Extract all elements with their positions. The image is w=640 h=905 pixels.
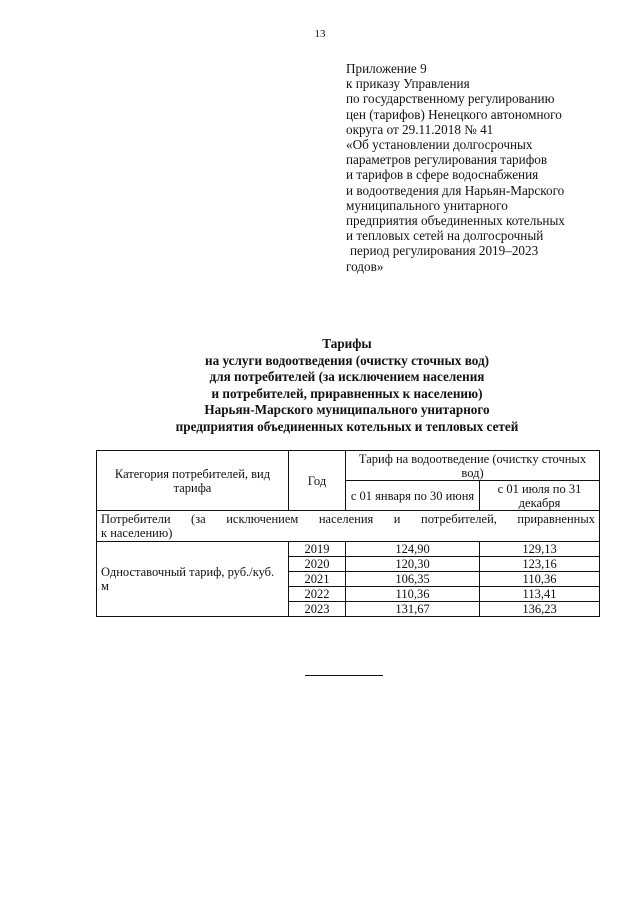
table-row xyxy=(97,542,600,557)
second-half-value: 123,16 xyxy=(480,557,600,572)
first-half-value: 124,90 xyxy=(346,542,480,557)
first-half-value: 106,35 xyxy=(346,572,480,587)
consumers-row xyxy=(97,511,600,542)
table-header-row xyxy=(97,451,600,481)
first-half-value: 120,30 xyxy=(346,557,480,572)
consumers-cell xyxy=(97,511,600,542)
appendix-line: и тепловых сетей на долгосрочный xyxy=(346,228,544,244)
tariff-type-cell: Одноставочный тариф, руб./куб. м xyxy=(97,542,289,617)
appendix-line: округа от 29.11.2018 № 41 xyxy=(346,121,494,137)
second-half-value: 129,13 xyxy=(480,542,600,557)
year-cell: 2022 xyxy=(289,587,346,602)
consumers-line: к населению) xyxy=(101,526,173,540)
document-title xyxy=(96,336,598,435)
appendix-line: период регулирования 2019–2023 xyxy=(350,243,539,259)
tariff-table xyxy=(96,450,600,617)
header-year: Год xyxy=(289,451,346,511)
second-half-value: 110,36 xyxy=(480,572,600,587)
year-cell: 2023 xyxy=(289,602,346,617)
appendix-line: предприятия объединенных котельных xyxy=(346,213,565,229)
year-cell: 2019 xyxy=(289,542,346,557)
appendix-line: параметров регулирования тарифов xyxy=(346,152,548,168)
first-half-value: 110,36 xyxy=(346,587,480,602)
appendix-line: Приложение 9 xyxy=(346,61,427,76)
title-line: для потребителей (за исключением населения xyxy=(209,369,485,384)
title-line: предприятия объединенных котельных и тепловых сетей xyxy=(175,418,519,434)
year-cell: 2020 xyxy=(289,557,346,572)
consumers-line: Потребители (за исключением населения и потребителей, приравненных xyxy=(101,512,596,526)
header-period-second-half: с 01 июля по 31 декабря xyxy=(480,481,600,511)
appendix-line: и водоотведения для Нарьян-Марского xyxy=(346,182,565,198)
appendix-line: и тарифов в сфере водоснабжения xyxy=(346,167,539,183)
header-tariff: Тариф на водоотведение (очистку сточных вод) xyxy=(346,451,600,481)
title-line: на услуги водоотведения (очистку сточных вод) xyxy=(204,352,490,368)
appendix-line: к приказу Управления xyxy=(346,76,470,92)
title-line: Нарьян-Марского муниципального унитарного xyxy=(204,402,490,417)
appendix-line: цен (тарифов) Ненецкого автономного xyxy=(346,106,562,122)
appendix-line: годов» xyxy=(346,258,384,274)
header-category: Категория потребителей, вид тарифа xyxy=(97,451,289,511)
first-half-value: 131,67 xyxy=(346,602,480,617)
title-line: Тарифы xyxy=(322,336,372,351)
appendix-header xyxy=(346,61,606,274)
year-cell: 2021 xyxy=(289,572,346,587)
title-line: и потребителей, приравненных к населению) xyxy=(211,385,483,401)
second-half-value: 113,41 xyxy=(480,587,600,602)
page-number: 13 xyxy=(314,28,326,40)
second-half-value: 136,23 xyxy=(480,602,600,617)
appendix-line: муниципального унитарного xyxy=(346,197,508,213)
header-period-first-half: с 01 января по 30 июня xyxy=(346,481,480,511)
separator-line xyxy=(305,675,383,676)
appendix-line: «Об установлении долгосрочных xyxy=(346,137,533,153)
appendix-line: по государственному регулированию xyxy=(346,91,555,107)
